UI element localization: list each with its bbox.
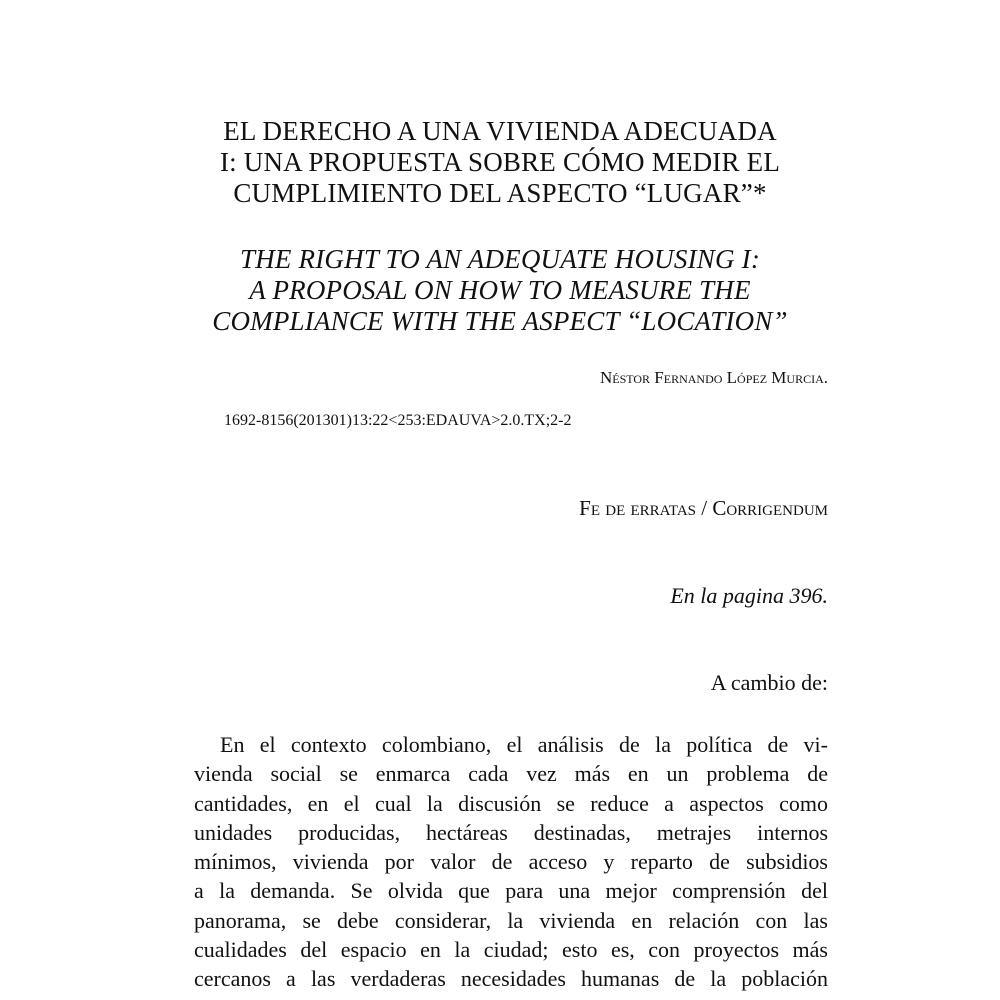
errata-heading: Fe de erratas / Corrigendum — [579, 496, 828, 520]
title-english — [170, 244, 830, 337]
title-english-line: THE RIGHT TO AN ADEQUATE HOUSING I: — [239, 244, 761, 274]
title-spanish-line: I: UNA PROPUESTA SOBRE CÓMO MEDIR EL — [219, 147, 781, 177]
body-line: cercanos a las verdaderas necesidades humanas de la población — [194, 966, 828, 992]
title-english-line: COMPLIANCE WITH THE ASPECT “LOCATION” — [212, 306, 788, 336]
body-line: vienda social se enmarca cada vez más en un problema de — [194, 761, 828, 787]
page-reference: En la pagina 396. — [670, 583, 828, 608]
doi-identifier: 1692-8156(201301)13:22<253:EDAUVA>2.0.TX;2-2 — [224, 412, 572, 429]
title-spanish-line: EL DERECHO A UNA VIVIENDA ADECUADA — [223, 116, 777, 146]
body-line: a la demanda. Se olvida que para una mejor comprensión del — [194, 878, 828, 904]
author-name: Néstor Fernando López Murcia. — [599, 368, 828, 387]
body-line: cantidades, en el cual la discusión se reduce a aspectos como — [194, 790, 828, 816]
body-line: cualidades del espacio en la ciudad; esto es, con proyectos más — [194, 937, 828, 963]
change-label: A cambio de: — [710, 670, 828, 695]
title-spanish-line: CUMPLIMIENTO DEL ASPECTO “LUGAR”* — [233, 178, 767, 208]
body-line: unidades producidas, hectáreas destinadas, metrajes internos — [194, 819, 828, 845]
title-english-line: A PROPOSAL ON HOW TO MEASURE THE — [249, 275, 751, 305]
body-line: En el contexto colombiano, el análisis de la política de vi- — [220, 732, 828, 757]
body-paragraph — [194, 730, 828, 994]
body-line: mínimos, vivienda por valor de acceso y reparto de subsidios — [194, 849, 828, 875]
title-spanish — [170, 116, 830, 209]
body-line: panorama, se debe considerar, la vivienda en relación con las — [194, 907, 828, 933]
